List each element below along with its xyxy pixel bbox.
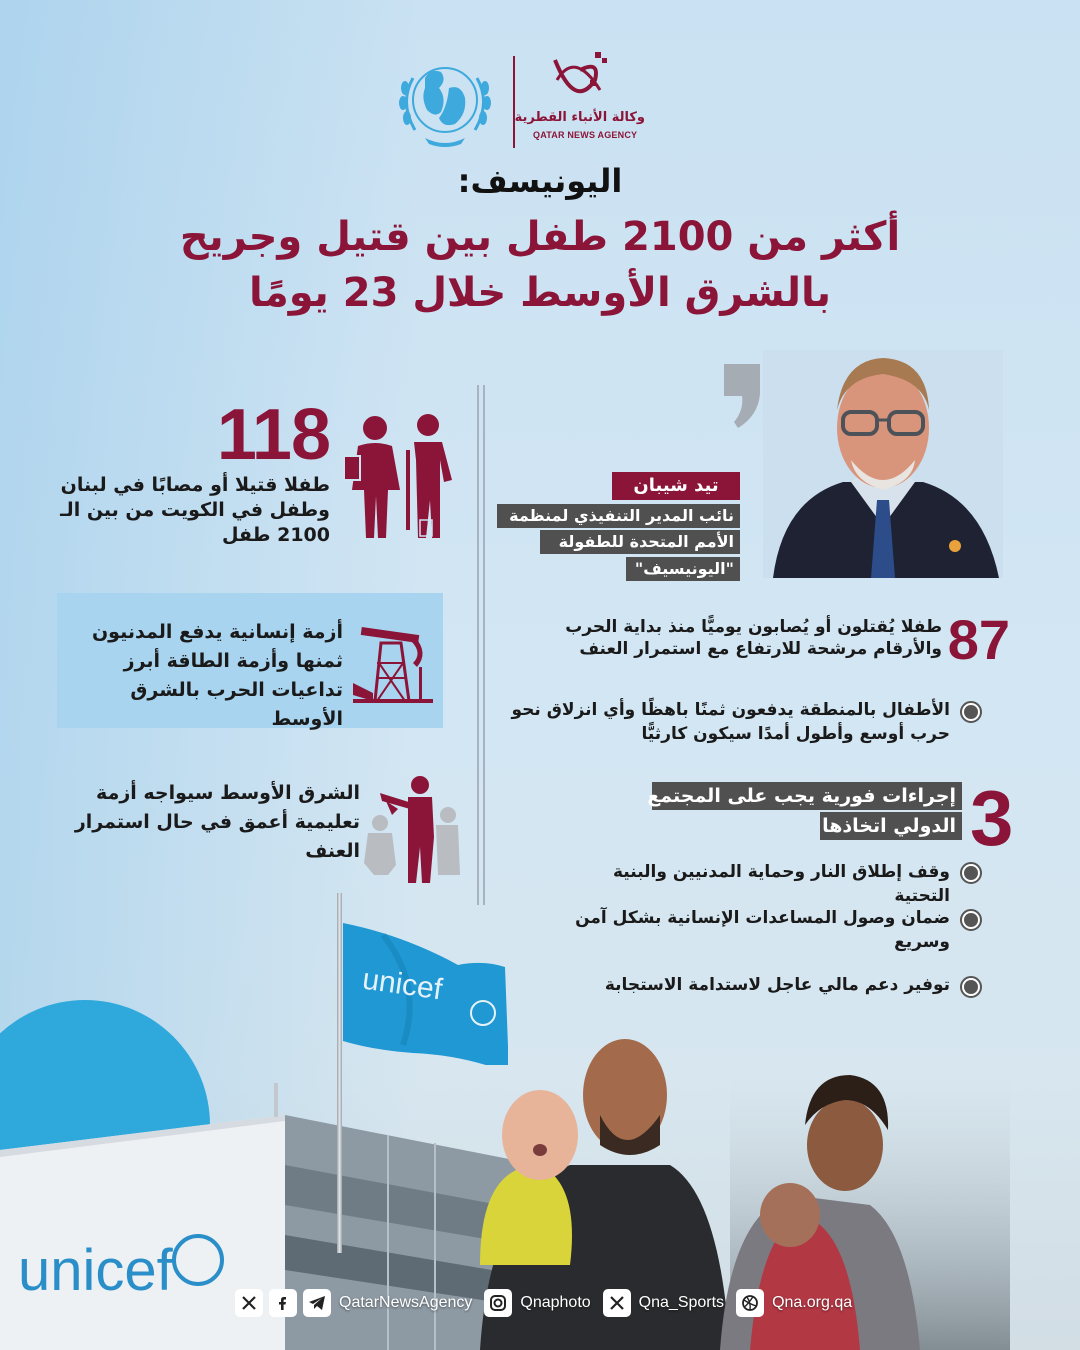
flag-text: unicef [360, 962, 445, 1007]
headline-line-1: أكثر من 2100 طفل بين قتيل وجريح [179, 214, 901, 260]
logo-divider [513, 56, 515, 148]
soldier-icon [360, 775, 460, 885]
speaker-role-line: نائب المدير التنفيذي لمنظمة [497, 504, 740, 528]
oil-pump-icon [353, 623, 433, 703]
stat-118-text: طفلا قتيلا أو مصابًا في لبنان وطفل في الكويت من بين الـ 2100 طفل [60, 474, 330, 546]
speaker-name: تيد شيبان [612, 472, 740, 500]
telegram-icon[interactable] [303, 1289, 331, 1317]
unicef-emblem-icon [395, 58, 495, 148]
column-divider [475, 385, 487, 905]
footer-handle-label[interactable]: Qnaphoto [520, 1294, 591, 1311]
stat-118-block [60, 395, 460, 555]
footer-handle-label[interactable]: QatarNewsAgency [339, 1294, 473, 1311]
education-crisis-block [60, 775, 460, 885]
title-kicker: اليونيسف: [457, 162, 623, 200]
bullet-icon [960, 976, 982, 998]
x-icon[interactable] [603, 1289, 631, 1317]
education-crisis-text: الشرق الأوسط سيواجه أزمة تعليمية أعمق في حال استمرار العنف [74, 782, 360, 862]
action-item: ضمان وصول المساعدات الإنسانية بشكل آمن وسريع [575, 908, 950, 952]
web-icon[interactable] [736, 1289, 764, 1317]
stat-87-text: طفلا يُقتلون أو يُصابون يوميًّا منذ بداية الحرب والأرقام مرشحة للارتفاع مع استمرار العنف [565, 617, 942, 659]
qna-logo [514, 50, 685, 150]
instagram-icon[interactable] [484, 1289, 512, 1317]
stat-87-block [510, 610, 1010, 670]
agency-name-ar: وكالة الأنباء القطرية [514, 110, 645, 125]
social-footer [235, 1285, 858, 1321]
action-item: توفير دعم مالي عاجل لاستدامة الاستجابة [604, 975, 950, 995]
action-item: وقف إطلاق النار وحماية المدنيين والبنية التحتية [613, 862, 950, 906]
injured-children-icon [340, 410, 460, 540]
bullet-icon [960, 862, 982, 884]
speaker-photo [763, 350, 1003, 578]
footer-handle-label[interactable]: Qna.org.qa [772, 1294, 853, 1311]
speaker-role-line: الأمم المتحدة للطفولة [540, 530, 740, 554]
stat-87-number: 87 [947, 608, 1010, 671]
qna-mark-icon [545, 50, 615, 110]
x-icon[interactable] [235, 1289, 263, 1317]
header-logos [395, 50, 685, 150]
actions-count-number: 3 [970, 774, 1014, 862]
building-sign-text: unicef [18, 1238, 173, 1303]
speaker-role-line: "اليونيسيف" [626, 557, 740, 581]
warning-note-text: الأطفال بالمنطقة يدفعون ثمنًا باهظًا وأي انزلاق نحو حرب أوسع وأطول أمدًا سيكون كارثيًّا [511, 700, 950, 744]
facebook-icon[interactable] [269, 1289, 297, 1317]
stat-118-number: 118 [216, 395, 330, 475]
flag-pole [337, 893, 342, 1253]
actions-heading-line-1: إجراءات فورية يجب على المجتمع [652, 782, 962, 810]
footer-handle-label[interactable]: Qna_Sports [638, 1294, 725, 1311]
energy-crisis-text: أزمة إنسانية يدفع المدنيون ثمنها وأزمة الطاقة أبرز تداعيات الحرب بالشرق الأوسط [91, 621, 343, 730]
actions-heading-line-2: الدولي اتخاذها [820, 812, 962, 840]
bullet-icon [960, 701, 982, 723]
headline-line-2: بالشرق الأوسط خلال 23 يومًا [248, 270, 832, 316]
energy-crisis-box [57, 593, 443, 728]
bullet-icon [960, 909, 982, 931]
agency-name-en: QATAR NEWS AGENCY [533, 130, 638, 140]
